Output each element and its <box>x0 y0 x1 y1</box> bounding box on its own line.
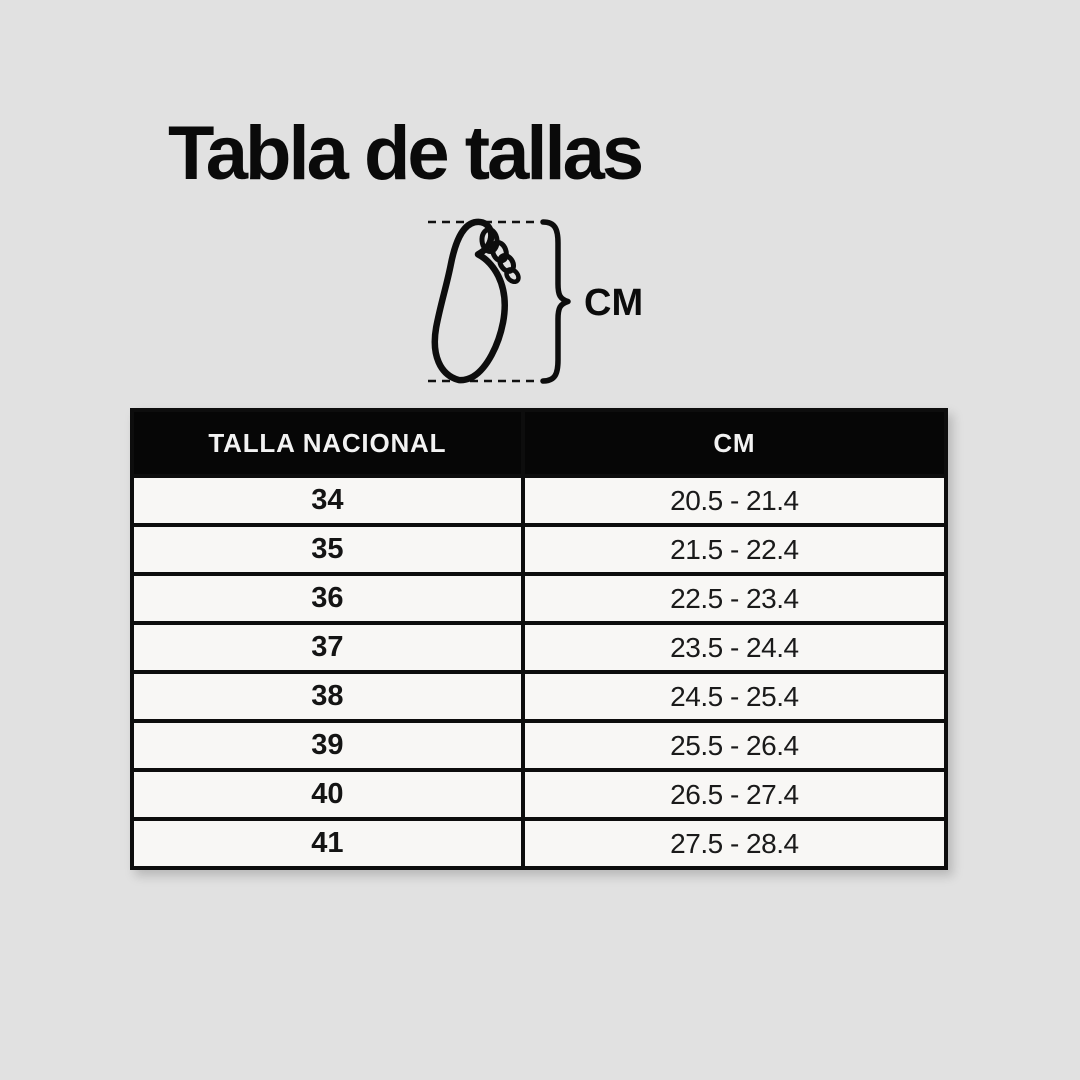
size-cell: 36 <box>132 574 523 623</box>
size-table-body <box>132 476 946 868</box>
brace-icon <box>543 222 568 381</box>
cm-range-cell: 27.5 - 28.4 <box>523 819 946 868</box>
size-cell: 37 <box>132 623 523 672</box>
size-cell: 41 <box>132 819 523 868</box>
size-cell: 38 <box>132 672 523 721</box>
size-table <box>130 408 948 870</box>
cm-range-cell: 23.5 - 24.4 <box>523 623 946 672</box>
size-cell: 40 <box>132 770 523 819</box>
cm-measure-label: CM <box>584 282 644 324</box>
column-header-talla-nacional: TALLA NACIONAL <box>132 410 523 476</box>
table-row <box>132 476 946 525</box>
size-cell: 34 <box>132 476 523 525</box>
cm-range-cell: 26.5 - 27.4 <box>523 770 946 819</box>
page-title: Tabla de tallas <box>168 111 642 196</box>
cm-range-cell: 22.5 - 23.4 <box>523 574 946 623</box>
table-row <box>132 770 946 819</box>
table-row <box>132 623 946 672</box>
cm-range-cell: 25.5 - 26.4 <box>523 721 946 770</box>
foot-icon <box>431 219 527 386</box>
cm-range-cell: 21.5 - 22.4 <box>523 525 946 574</box>
column-header-cm: CM <box>523 410 946 476</box>
size-cell: 39 <box>132 721 523 770</box>
table-row <box>132 525 946 574</box>
foot-measure-diagram <box>420 205 680 400</box>
table-row <box>132 672 946 721</box>
toe-icon <box>504 267 521 284</box>
size-cell: 35 <box>132 525 523 574</box>
table-row <box>132 721 946 770</box>
size-table-header <box>132 410 946 476</box>
table-row <box>132 574 946 623</box>
table-row <box>132 819 946 868</box>
header-row <box>132 410 946 476</box>
cm-range-cell: 24.5 - 25.4 <box>523 672 946 721</box>
cm-range-cell: 20.5 - 21.4 <box>523 476 946 525</box>
